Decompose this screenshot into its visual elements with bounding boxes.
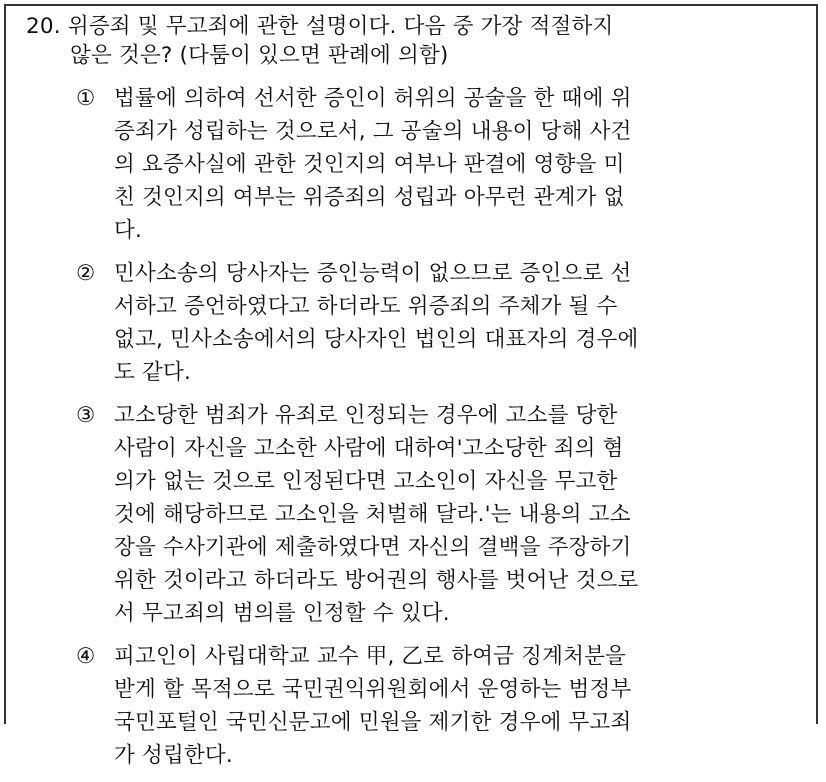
- option-line: 고소당한 범죄가 유죄로 인정되는 경우에 고소를 당한: [114, 403, 618, 428]
- option-line: 친 것인지의 여부는 위증죄의 성립과 아무런 관계가 없: [114, 185, 625, 210]
- option-line: 사람이 자신을 고소한 사람에 대하여'고소당한 죄의 혐: [114, 436, 624, 461]
- option-4: [76, 640, 766, 772]
- option-line: 받게 할 목적으로 국민권익위원회에서 운영하는 범정부: [114, 677, 632, 702]
- option-line: 가 성립한다.: [114, 743, 233, 768]
- option-line: 서 무고죄의 범의를 인정할 수 있다.: [114, 601, 450, 626]
- option-line: 국민포털인 국민신문고에 민원을 제기한 경우에 무고죄: [114, 710, 632, 735]
- answer-options: [76, 82, 766, 782]
- option-1: [76, 82, 766, 247]
- option-line: 다.: [114, 218, 143, 243]
- option-line: 의 요증사실에 관한 것인지의 여부나 판결에 영향을 미: [114, 152, 625, 177]
- option-marker: ②: [76, 261, 96, 286]
- option-line: 의가 없는 것으로 인정된다면 고소인이 자신을 무고한: [114, 469, 618, 494]
- question-text-line: 위증죄 및 무고죄에 관한 설명이다. 다음 중 가장 적절하지: [67, 14, 614, 39]
- option-3: [76, 399, 766, 630]
- option-line: 민사소송의 당사자는 증인능력이 없으므로 증인으로 선: [114, 261, 632, 286]
- question-stem: [26, 12, 766, 70]
- option-line: 것에 해당하므로 고소인을 처벌해 달라.'는 내용의 고소: [114, 502, 631, 527]
- option-line: 피고인이 사립대학교 교수 甲, 乙로 하여금 징계처분을: [114, 644, 627, 669]
- question-text-line: 않은 것은? (다툼이 있으면 판례에 의함): [70, 43, 449, 68]
- option-line: 법률에 의하여 선서한 증인이 허위의 공술을 한 때에 위: [114, 86, 632, 111]
- question-number: 20.: [26, 14, 61, 39]
- option-marker: ①: [76, 86, 96, 111]
- option-marker: ③: [76, 403, 96, 428]
- option-2: [76, 257, 766, 389]
- option-line: 도 같다.: [114, 360, 191, 385]
- question-stem-line-2: [26, 41, 766, 70]
- option-marker: ④: [76, 644, 96, 669]
- option-line: 서하고 증언하였다고 하더라도 위증죄의 주체가 될 수: [114, 294, 618, 319]
- question-stem-line-1: [26, 12, 766, 41]
- option-line: 없고, 민사소송에서의 당사자인 법인의 대표자의 경우에: [114, 327, 639, 352]
- option-line: 위한 것이라고 하더라도 방어권의 행사를 벗어난 것으로: [114, 568, 639, 593]
- option-line: 증죄가 성립하는 것으로서, 그 공술의 내용이 당해 사건: [114, 119, 632, 144]
- option-line: 장을 수사기관에 제출하였다면 자신의 결백을 주장하기: [114, 535, 632, 560]
